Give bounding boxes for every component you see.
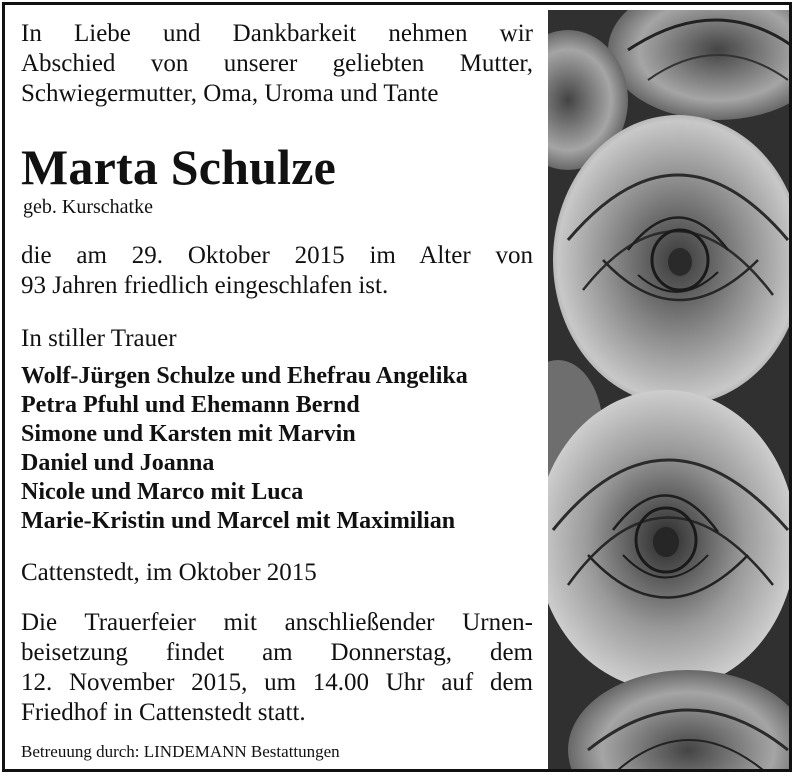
ceremony-line: Friedhof in Cattenstedt statt. [21,699,306,726]
ceremony-line: beisetzung findet am Donnerstag, dem [21,639,533,666]
death-line: die am 29. Oktober 2015 im Alter von [21,242,533,269]
maiden-name: geb. Kurschatke [23,196,153,218]
mourner-entry: Wolf-Jürgen Schulze und Ehefrau Angelika [21,363,468,389]
mourning-intro: In stiller Trauer [21,325,177,352]
ceremony-info [21,608,533,728]
intro-line: Schwiegermutter, Oma, Uroma und Tante [21,80,439,107]
mourner-entry: Marie-Kristin und Marcel mit Maximilian [21,508,456,534]
obituary-card [2,2,792,772]
intro-text [21,19,533,109]
deceased-name: Marta Schulze [21,139,337,195]
ceremony-line: Die Trauerfeier mit anschließender Urnen- [21,609,533,636]
death-notice [21,241,533,301]
mourner-entry: Nicole und Marco mit Luca [21,479,304,505]
place-date: Cattenstedt, im Oktober 2015 [21,559,317,586]
mourner-entry: Daniel und Joanna [21,450,215,476]
intro-line: Abschied von unserer geliebten Mutter, [21,50,533,77]
mourner-entry: Petra Pfuhl und Ehemann Bernd [21,392,360,418]
obituary-text [21,19,533,728]
mourner-entry: Simone und Karsten mit Marvin [21,421,356,447]
ceremony-line: 12. November 2015, um 14.00 Uhr auf dem [21,669,533,696]
mourners-list [21,362,533,536]
intro-line: In Liebe und Dankbarkeit nehmen wir [21,20,533,47]
death-line: 93 Jahren friedlich eingeschlafen ist. [21,272,389,299]
roses-photo-icon [548,10,792,770]
funeral-home-credit: Betreuung durch: LINDEMANN Bestattungen [21,742,340,761]
